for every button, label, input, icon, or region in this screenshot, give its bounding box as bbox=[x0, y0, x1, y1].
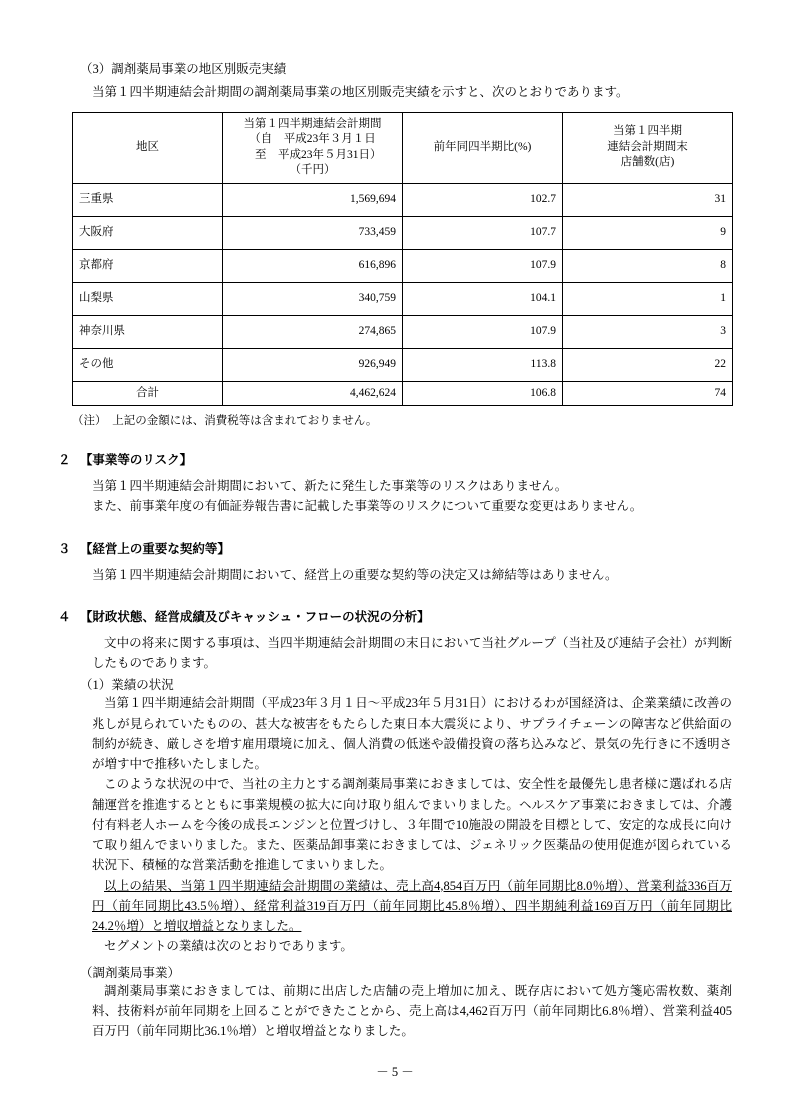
table-header-row bbox=[73, 112, 733, 183]
regional-sales-table bbox=[72, 112, 733, 407]
cell-amount: 340,759 bbox=[223, 282, 403, 315]
column-header-yoy: 前年同四半期比(%) bbox=[403, 112, 563, 183]
column-header-amount-line3: 至 平成23年５月31日） bbox=[243, 148, 382, 161]
cell-total-label: 合計 bbox=[73, 381, 223, 406]
column-header-stores-line3: 店舗数(店) bbox=[620, 156, 675, 169]
cell-yoy: 107.7 bbox=[403, 216, 563, 249]
cell-yoy: 107.9 bbox=[403, 315, 563, 348]
table-total-row bbox=[73, 381, 733, 406]
table-row bbox=[73, 315, 733, 348]
cell-region: その他 bbox=[73, 348, 223, 381]
section-risk bbox=[58, 450, 732, 517]
cell-total-yoy: 106.8 bbox=[403, 381, 563, 406]
cell-stores: 31 bbox=[563, 183, 733, 216]
cell-amount: 616,896 bbox=[223, 249, 403, 282]
section-analysis-sub2-heading: （調剤薬局事業） bbox=[80, 965, 181, 980]
cell-stores: 9 bbox=[563, 216, 733, 249]
section-contract-title bbox=[58, 539, 732, 557]
column-header-stores bbox=[563, 112, 733, 183]
section-risk-number: ２ bbox=[58, 453, 71, 468]
cell-stores: 1 bbox=[563, 282, 733, 315]
cell-stores: 22 bbox=[563, 348, 733, 381]
table-note: （注） 上記の金額には、消費税等は含まれておりません。 bbox=[72, 415, 378, 428]
section-contract-paragraph-1: 当第１四半期連結会計期間において、経営上の重要な契約等の決定又は締結等はありません。 bbox=[92, 567, 618, 582]
cell-amount: 926,949 bbox=[223, 348, 403, 381]
cell-amount: 274,865 bbox=[223, 315, 403, 348]
column-header-amount-line2: （自 平成23年３月１日 bbox=[249, 133, 376, 146]
section-analysis-intro: 文中の将来に関する事項は、当四半期連結会計期間の末日において当社グループ（当社及び連結子会社）が判断したものであります。 bbox=[92, 635, 732, 671]
section-contract-number: ３ bbox=[58, 541, 71, 556]
section-analysis-paragraph-4: セグメントの業績は次のとおりであります。 bbox=[104, 939, 353, 954]
section-risk-paragraph-1: 当第１四半期連結会計期間において、新たに発生した事業等のリスクはありません。 bbox=[92, 479, 568, 494]
cell-region: 大阪府 bbox=[73, 216, 223, 249]
column-header-stores-line1: 当第１四半期 bbox=[613, 125, 682, 138]
cell-region: 神奈川県 bbox=[73, 315, 223, 348]
table-row bbox=[73, 183, 733, 216]
section-analysis-title bbox=[58, 607, 732, 625]
column-header-amount-line1: 当第１四半期連結会計期間 bbox=[243, 117, 382, 130]
column-header-region: 地区 bbox=[73, 112, 223, 183]
column-header-amount bbox=[223, 112, 403, 183]
column-header-amount-line4: （千円） bbox=[289, 164, 336, 177]
cell-yoy: 107.9 bbox=[403, 249, 563, 282]
cell-region: 山梨県 bbox=[73, 282, 223, 315]
table-row bbox=[73, 282, 733, 315]
section-contract-heading: 【経営上の重要な契約等】 bbox=[86, 541, 230, 556]
section-risk-title bbox=[58, 450, 732, 468]
table-row bbox=[73, 216, 733, 249]
cell-yoy: 113.8 bbox=[403, 348, 563, 381]
section-risk-heading: 【事業等のリスク】 bbox=[86, 453, 193, 468]
section-analysis-heading: 【財政状態、経営成績及びキャッシュ・フローの状況の分析】 bbox=[86, 609, 430, 624]
table-row bbox=[73, 249, 733, 282]
cell-yoy: 102.7 bbox=[403, 183, 563, 216]
section-analysis-paragraph-2: このような状況の中で、当社の主力とする調剤薬局事業におきましては、安全性を最優先し患者様に選ばれる店舗運営を推進するとともに事業規模の拡大に向け取り組んでまいりました。ヘルスケア事業におきましては、介護付有料老人ホームを今後の成長エンジンと位置づけし、３年間で10施設の開設を目標として、安定的な成長に向けて取り組んでまいりました。また、医薬品卸事業におきましては、ジェネリック医薬品の使用促進が図られている状況下、積極的な営業活動を推進してまいりました。 bbox=[92, 777, 732, 873]
section-3-heading: （3）調剤薬局事業の地区別販売実績 bbox=[80, 62, 287, 76]
table-row bbox=[73, 348, 733, 381]
section-risk-paragraph-2: また、前事業年度の有価証券報告書に記載した事業等のリスクについて重要な変更はありません。 bbox=[92, 499, 643, 514]
cell-yoy: 104.1 bbox=[403, 282, 563, 315]
cell-amount: 733,459 bbox=[223, 216, 403, 249]
section-analysis-number: ４ bbox=[58, 609, 71, 624]
cell-total-stores: 74 bbox=[563, 381, 733, 406]
page-number: － 5 － bbox=[376, 1065, 414, 1079]
cell-stores: 3 bbox=[563, 315, 733, 348]
section-3-lead: 当第１四半期連結会計期間の調剤薬局事業の地区別販売実績を示すと、次のとおりであります。 bbox=[92, 84, 629, 99]
cell-stores: 8 bbox=[563, 249, 733, 282]
section-analysis bbox=[58, 607, 732, 1042]
cell-region: 三重県 bbox=[73, 183, 223, 216]
section-analysis-paragraph-3: 以上の結果、当第１四半期連結会計期間の業績は、売上高4,854百万円（前年同期比8.0％増）、営業利益336百万円（前年同期比43.5％増）、経常利益319百万円（前年同期比45.8％増）、四半期純利益169百万円（前年同期比24.2％増）と増収増益となりました。 bbox=[92, 878, 732, 934]
section-analysis-paragraph-5: 調剤薬局事業におきましては、前期に出店した店舗の売上増加に加え、既存店において処方箋応需枚数、薬剤料、技術料が前年同期を上回ることができたことから、売上高は4,462百万円（前年同期比6.8％増）、営業利益405百万円（前年同期比36.1％増）と増収増益となりました。 bbox=[92, 983, 732, 1039]
column-header-stores-line2: 連結会計期間末 bbox=[607, 140, 688, 153]
section-analysis-paragraph-1: 当第１四半期連結会計期間（平成23年３月１日～平成23年５月31日）におけるわが国経済は、企業業績に改善の兆しが見られていたものの、甚大な被害をもたらした東日本大震災により、サプライチェーンの障害など供給面の制約が続き、厳しさを増す雇用環境に加え、個人消費の低迷や設備投資の落ち込みなど、景気の先行きに不透明さが増す中で推移いたしました。 bbox=[92, 696, 732, 772]
section-analysis-sub1-heading: （1）業績の状況 bbox=[80, 678, 174, 693]
cell-total-amount: 4,462,624 bbox=[223, 381, 403, 406]
section-contract bbox=[58, 539, 732, 585]
cell-amount: 1,569,694 bbox=[223, 183, 403, 216]
cell-region: 京都府 bbox=[73, 249, 223, 282]
